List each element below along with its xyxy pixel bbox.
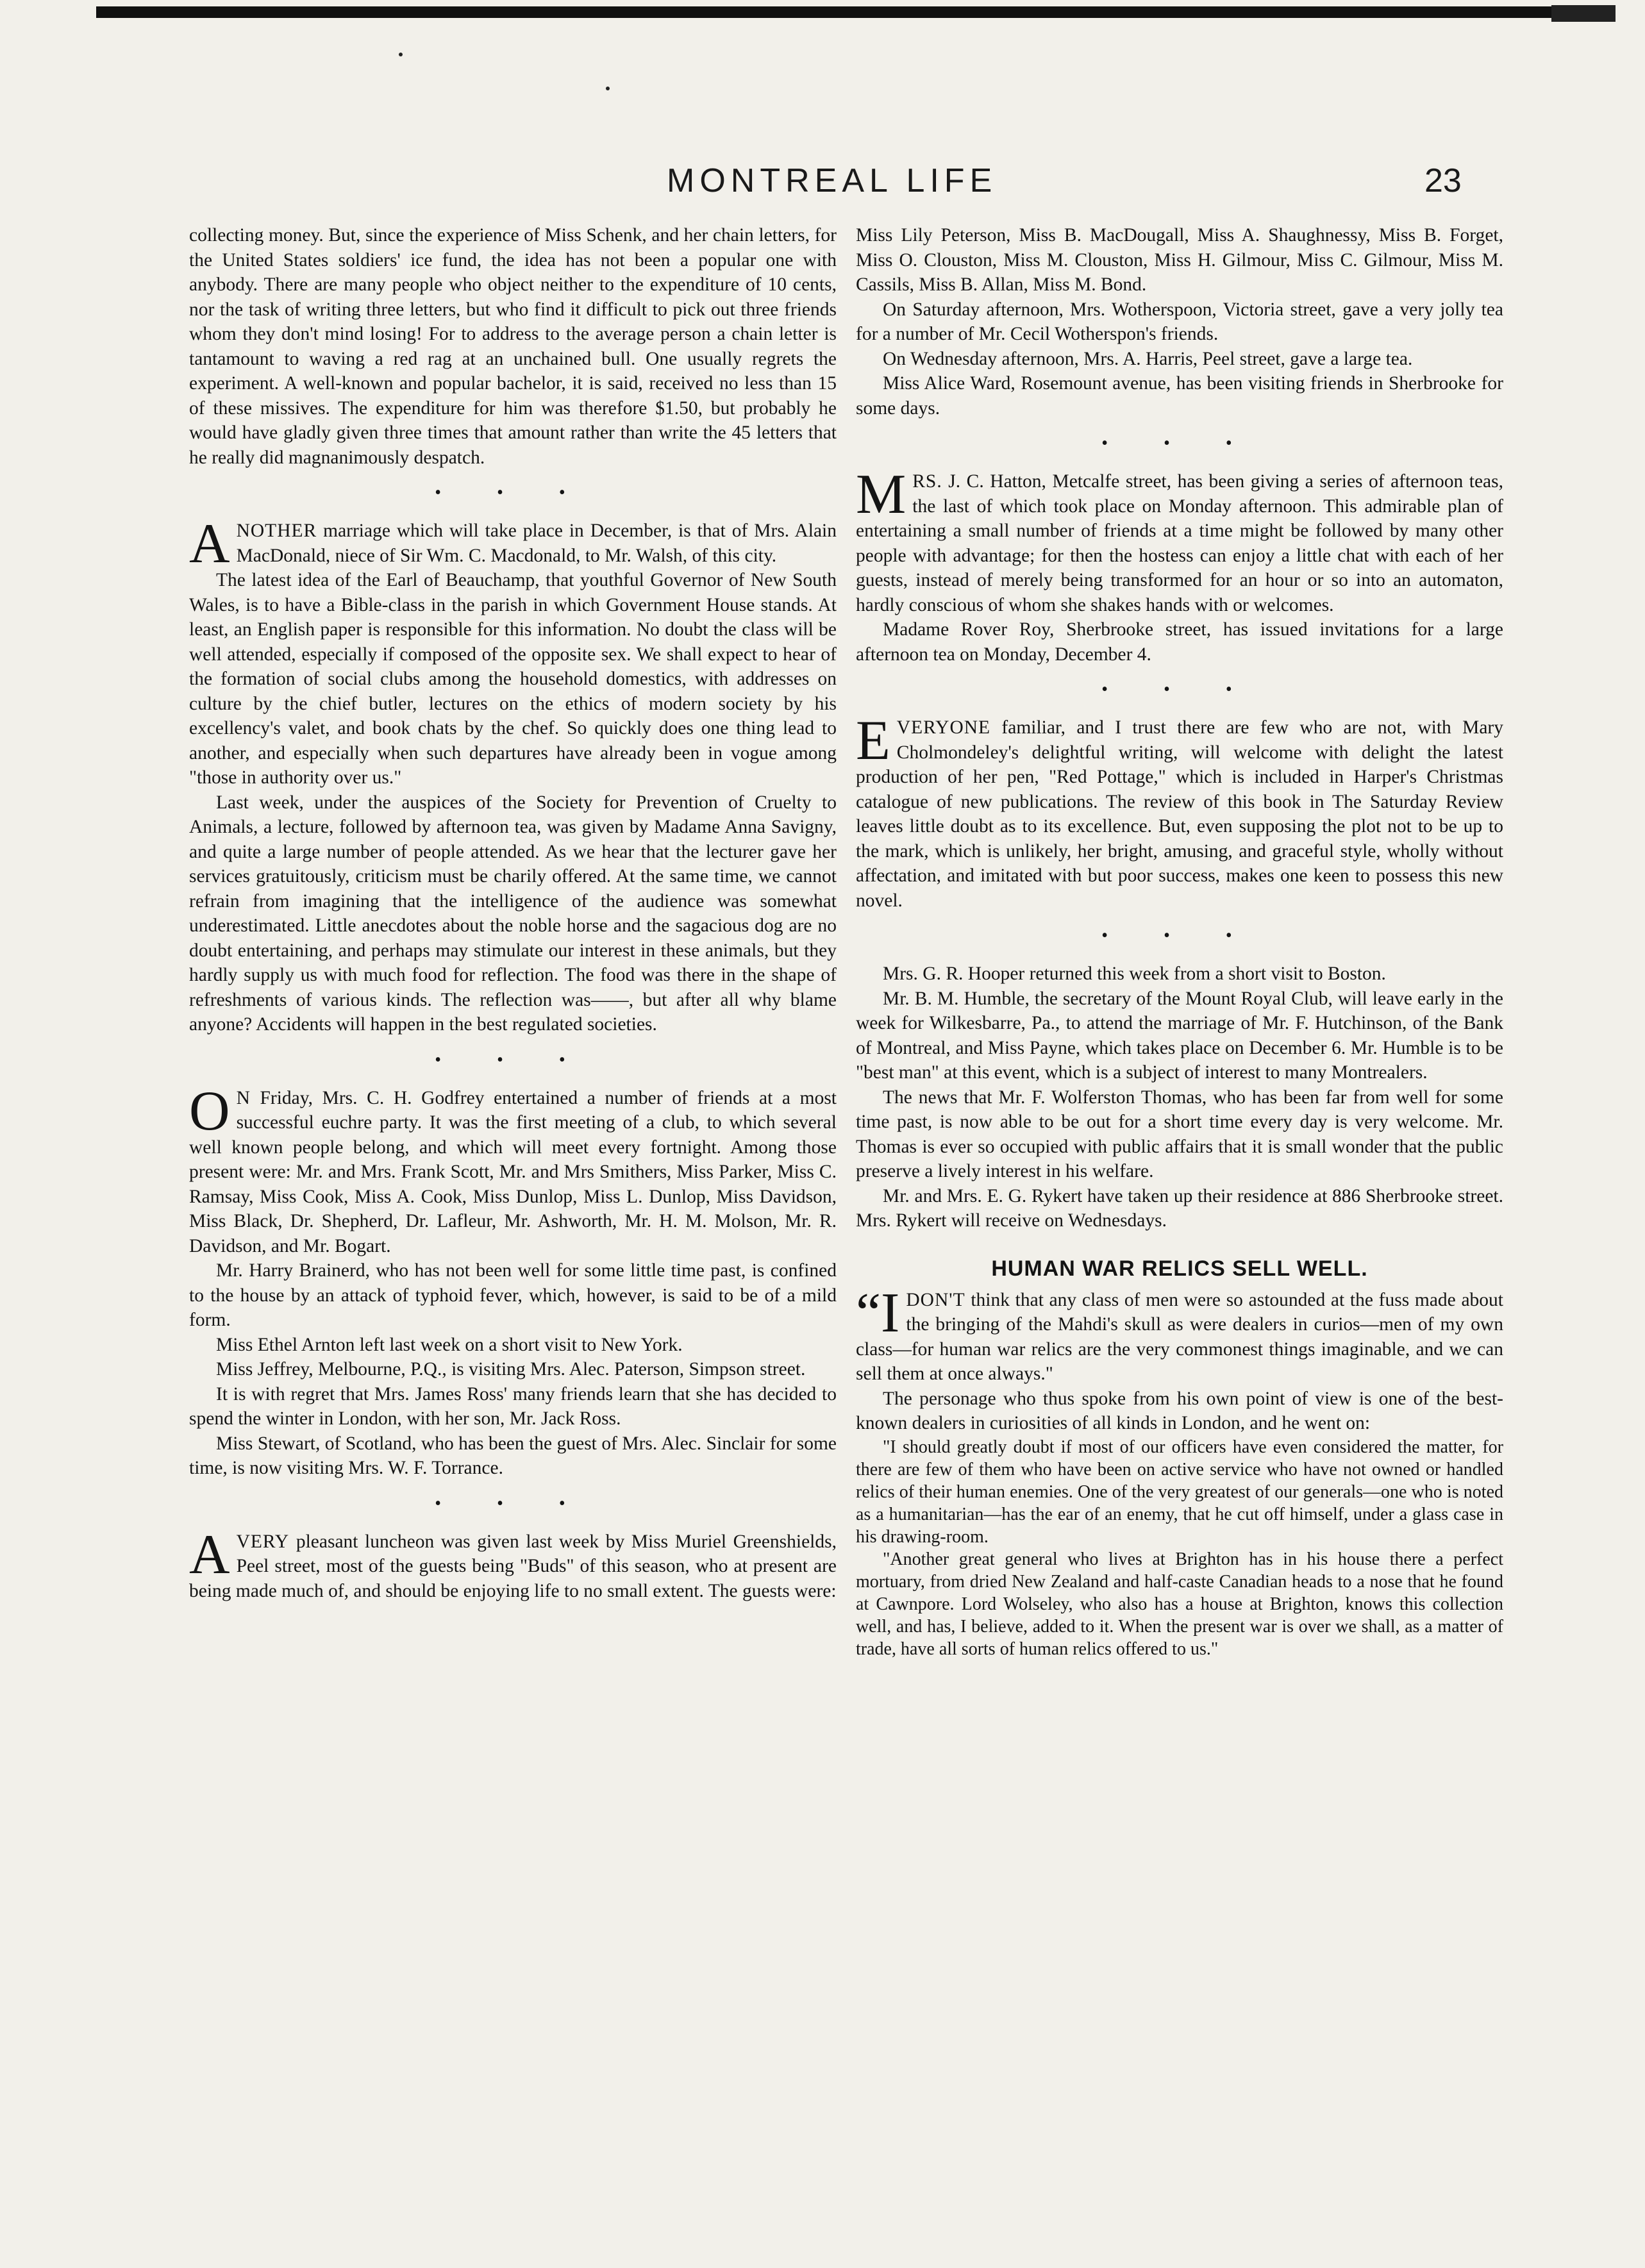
paragraph: Mr. and Mrs. E. G. Rykert have taken up their residence at 886 Sherbrooke street. Mrs. Rykert will receive on Wednesdays. (856, 1185, 1503, 1231)
speck (399, 53, 403, 56)
top-rule (96, 6, 1609, 18)
section-divider: • • • (1101, 433, 1258, 453)
paragraph-text: familiar, and I trust there are few who are not, with Mary Cholmondeley's delightful writing, will welcome with delight the latest production of her pen, "Red Pottage," which is included in Harper's Christmas catalogue of new publications. The review of this book in The Saturday Review leaves little doubt as to its excellence. But, even supposing the plot not to be up to the mark, which is unlikely, her bright, amusing, and graceful style, wholly without affectation, and imitated with but poor success, makes one keen to possess this new novel. (856, 717, 1503, 911)
lead-in: RS. (912, 471, 942, 492)
paragraph: Miss Jeffrey, Melbourne, P.Q., is visiting Mrs. Alec. Paterson, Simpson street. (216, 1359, 806, 1380)
lead-in: DON'T (906, 1289, 965, 1310)
lead-in: NOTHER (236, 521, 317, 541)
paragraph-text: think that any class of men were so astounded at the fuss made about the bringing of the Mahdi's skull as were dealers in curios—men of my own class—for human war relics are the very commonest things imaginable, and we can sell them at once always." (856, 1289, 1503, 1384)
paragraph: Madame Rover Roy, Sherbrooke street, has issued invitations for a large afternoon tea on Monday, December 4. (856, 619, 1503, 665)
paragraph: Miss Stewart, of Scotland, who has been the guest of Mrs. Alec. Sinclair for some time, is now visiting Mrs. W. F. Torrance. (189, 1433, 837, 1478)
paragraph: Mrs. G. R. Hooper returned this week from a short visit to Boston. (883, 963, 1386, 984)
lead-in: VERYONE (896, 717, 991, 738)
paragraph-text: pleasant luncheon was given last week by Miss Muriel Greenshields, Peel street, most of the guests being "Buds" of this season, who at present are being made much of, and should be enjoying life to no small extent. The guests were: (189, 1531, 837, 1601)
page-header (0, 162, 1645, 206)
quote-paragraph: "Another great general who lives at Brighton has in his house there a perfect mortuary, from dried New Zealand and half-caste Canadian heads to a nose that he found at Cawnpore. Lord Wolseley, who also has a house at Brighton, knows this collection well, and has, I believe, added to it. When the present war is over we shall, as a matter of trade, have all sorts of human relics offered to us." (856, 1549, 1503, 1659)
paragraph: Mr. B. M. Humble, the secretary of the Mount Royal Club, will leave early in the week for Wilkesbarre, Pa., to attend the marriage of Mr. F. Hutchinson, of the Bank of Montreal, and Miss Payne, which takes place on December 6. Mr. Humble is to be "best man" at this event, which is a subject of interest to many Montrealers. (856, 988, 1503, 1083)
paragraph: The news that Mr. F. Wolferston Thomas, who has been far from well for some time past, is now able to be out for a short time every day is very welcome. Mr. Thomas is ever so occupied with public affairs that it is small wonder that the public preserve a lively interest in his welfare. (856, 1087, 1503, 1181)
paragraph: It is with regret that Mrs. James Ross' many friends learn that she has decided to spend the winter in London, with her son, Mr. Jack Ross. (189, 1383, 837, 1429)
lead-in: VERY (236, 1531, 290, 1552)
paragraph: Miss Lily Peterson, Miss B. MacDougall, Miss A. Shaughnessy, Miss B. Forget, Miss O. Clouston, Miss M. Clouston, Miss H. Gilmour, Miss C. Gilmour, Miss M. Cassils, Miss B. Allan, Miss M. Bond. (856, 225, 1503, 295)
paragraph-text: marriage which will take place in December, is that of Mrs. Alain MacDonald, niece of Sir Wm. C. Macdonald, to Mr. Walsh, of this city. (236, 521, 837, 566)
drop-cap: A (189, 1523, 230, 1586)
running-title: MONTREAL LIFE (667, 162, 998, 199)
lead-in: N (236, 1087, 251, 1108)
right-column (856, 223, 1503, 2236)
page-number: 23 (1424, 162, 1462, 199)
left-column (189, 223, 837, 2236)
drop-cap: E (856, 710, 890, 772)
paragraph (856, 710, 1503, 913)
drop-cap: M (856, 463, 906, 526)
section-divider: • • • (1101, 680, 1258, 699)
paragraph: The personage who thus spoke from his own point of view is one of the best-known dealers in curiosities of all kinds in London, and he went on: (856, 1388, 1503, 1433)
paragraph-text: Friday, Mrs. C. H. Godfrey entertained a number of friends at a most successful euchre party. It was the first meeting of a club, to which several well known people belong, and which will meet every fortnight. Among those present were: Mr. and Mrs. Frank Scott, Mr. and Mrs Smithers, Miss Parker, Miss C. Ramsay, Miss Cook, Miss A. Cook, Miss Dunlop, Miss L. Dunlop, Miss Davidson, Miss Black, Dr. Shepherd, Dr. Lafleur, Mr. Ashworth, Mr. H. M. Molson, Mr. R. Davidson, and Mr. Bogart. (189, 1087, 837, 1256)
paragraph (856, 463, 1503, 617)
section-divider: • • • (435, 483, 591, 503)
drop-cap: “I (856, 1281, 900, 1344)
paragraph (189, 1523, 837, 1604)
paragraph-text: J. C. Hatton, Metcalfe street, has been giving a series of afternoon teas, the last of which took place on Monday afternoon. This admirable plan of entertaining a small number of friends at a time might be followed by many other people with advantage; for then the hostess can enjoy a little chat with each of her guests, instead of merely being transformed for an hour or so into an automaton, hardly conscious of whom she shakes hands with or welcomes. (856, 471, 1503, 615)
speck (606, 87, 610, 90)
paragraph: On Saturday afternoon, Mrs. Wotherspoon, Victoria street, gave a very jolly tea for a number of Mr. Cecil Wotherspon's friends. (856, 299, 1503, 344)
paragraph: Last week, under the auspices of the Society for Prevention of Cruelty to Animals, a lecture, followed by afternoon tea, was given by Madame Anna Savigny, and quite a large number of people attended. As we hear that the lecturer gave her services gratuitously, criticism must be charily offered. At the same time, we cannot refrain from imagining that the intelligence of the audience was somewhat underestimated. Little anecdotes about the noble horse and the sagacious dog are no doubt entertaining, and perhaps may stimulate our interest in these animals, but they hardly supply us with much food for reflection. The food was there in the shape of refreshments of various kinds. The reflection was——, but after all why blame anyone? Accidents will happen in the best regulated societies. (189, 792, 837, 1035)
section-divider: • • • (435, 1049, 591, 1070)
quotation-block (856, 1436, 1503, 1660)
paragraph: The latest idea of the Earl of Beauchamp, that youthful Governor of New South Wales, is to have a Bible-class in the parish in which Government House stands. At least, an English paper is responsible for this information. No doubt the class will be well attended, especially if composed of the opposite sex. We shall expect to hear of the formation of social clubs among the household domestics, with addresses on culture by the chief butler, lectures on the ethics of modern society by his excellency's valet, and book chats by the chef. So quickly does one thing lead to another, and especially when such departures have already been in vogue among "those in authority over us." (189, 570, 837, 788)
top-rule-edge (1551, 5, 1616, 22)
paragraph (189, 1080, 837, 1259)
paragraph (189, 513, 837, 575)
paragraph: Miss Alice Ward, Rosemount avenue, has been visiting friends in Sherbrooke for some days. (856, 373, 1503, 419)
drop-cap: A (189, 513, 230, 575)
section-divider: • • • (1101, 926, 1258, 946)
paragraph (856, 1281, 1503, 1387)
article-headline: HUMAN WAR RELICS SELL WELL. (991, 1256, 1368, 1281)
drop-cap: O (189, 1080, 230, 1142)
section-divider: • • • (435, 1493, 591, 1513)
paragraph: Miss Ethel Arnton left last week on a short visit to New York. (216, 1334, 683, 1355)
paragraph: collecting money. But, since the experience of Miss Schenk, and her chain letters, for the United States soldiers' ice fund, the idea has not been a popular one with anybody. There are many people who object neither to the expenditure of 10 cents, nor the task of writing three letters, but who find it difficult to pick out three friends whom they don't mind losing! For to address to the average person a chain letter is tantamount to waving a red rag at an unchained bull. One usually regrets the experiment. A well-known and popular bachelor, it is said, received no less than 15 of these missives. The expenditure for him was therefore $1.50, but probably he would have gladly given three times that amount rather than write the 45 letters that he really did magnanimously despatch. (189, 225, 837, 468)
quote-paragraph: "I should greatly doubt if most of our officers have even considered the matter, for there are few of them who have been on active service who have not owned or handled relics of their human enemies. One of the very greatest of our generals—one who is noted as a humanitarian—has the ear of an enemy, that he cut off himself, under a glass case in his drawing-room. (856, 1437, 1503, 1547)
paragraph: On Wednesday afternoon, Mrs. A. Harris, Peel street, gave a large tea. (883, 348, 1413, 369)
paragraph: Mr. Harry Brainerd, who has not been well for some little time past, is confined to the house by an attack of typhoid fever, which, however, is said to be of a mild form. (189, 1260, 837, 1330)
